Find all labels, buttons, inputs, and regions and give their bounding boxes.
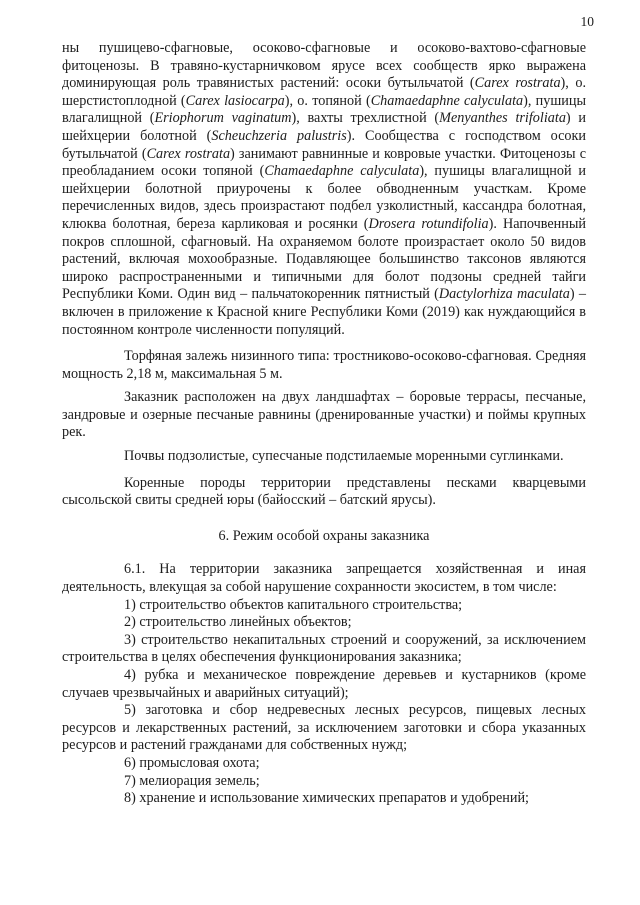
paragraph-soils: Почвы подзолистые, супесчаные подстилаемые моренными суглинками. — [124, 448, 564, 465]
paragraph-prohibitions: 6.1. На территории заказника запрещается хозяйственная и иная деятельность, влекущая за собой нарушение сохранности экосистем, в том числе: — [62, 561, 586, 596]
list-item: 5) заготовка и сбор недревесных лесных ресурсов, пищевых лесных ресурсов и лекарственных растений, за исключением заготовки и сбора указанных ресурсов и растений гражданами для собственных нужд; — [62, 702, 586, 754]
list-item: 6) промысловая охота; — [124, 754, 260, 771]
paragraph-vegetation: ны пушицево-сфагновые, осоково-сфагновые и осоково-вахтово-сфагновые фитоценозы. В травяно-кустарничковом ярусе всех сообществ ярко выражена доминирующая роль травянистых растений: осоки бутыльчатой (Carex rostrata), о. шерстистоплодной (Carex lasiocarpa), о. топяной (Chamaedaphne calyculata), пушицы влагалищной (Eriophorum vaginatum), вахты трехлистной (Menyanthes trifoliata) и шейхцерии болотной (Scheuchzeria palustris). Сообщества с господством осоки бутыльчатой (Carex rostrata) занимают равнинные и ковровые участки. Фитоценозы с преобладанием осоки топяной (Chamaedaphne calyculata), пушицы влагалищной и шейхцерии болотной приурочены к более обводненным участкам. Кроме перечисленных видов, здесь произрастают подбел узколистный, кассандра болотная, клюква болотная, береза карликовая и росянки (Drosera rotundifolia). Напочвенный покров сплошной, сфагновый. На охраняемом болоте произрастает около 50 видов растений, включая мохообразные. Подавляющее большинство таксонов являются широко распространенными и типичными для болот подзоны средней тайги Республики Коми. Один вид – пальчатокоренник пятнистый (Dactylorhiza maculata) – включен в приложение к Красной книге Республики Коми (2019) как нуждающийся в постоянном контроле численности популяций. — [62, 40, 587, 338]
list-item: 7) мелиорация земель; — [124, 772, 260, 789]
document-body — [62, 40, 586, 808]
paragraph-peat: Торфяная залежь низинного типа: тростниково-осоково-сфагновая. Средняя мощность 2,18 м, максимальная 5 м. — [62, 348, 586, 382]
list-item: 2) строительство линейных объектов; — [124, 614, 352, 631]
page-number: 10 — [580, 14, 594, 29]
list-item: 4) рубка и механическое повреждение деревьев и кустарников (кроме случаев чрезвычайных и аварийных ситуаций); — [62, 667, 586, 701]
section-heading: 6. Режим особой охраны заказника — [218, 527, 430, 544]
paragraph-bedrock: Коренные породы территории представлены песками кварцевыми сысольской свиты средней юры (байосский – батский ярусы). — [62, 474, 586, 509]
paragraph-landscape: Заказник расположен на двух ландшафтах – боровые террасы, песчаные, зандровые и озерные песчаные равнины (дренированные участки) и поймы крупных рек. — [62, 389, 586, 441]
list-item: 1) строительство объектов капитального строительства; — [124, 596, 463, 613]
list-item: 8) хранение и использование химических препаратов и удобрений; — [124, 790, 529, 807]
list-item: 3) строительство некапитальных строений и сооружений, за исключением строительства в целях обеспечения функционирования заказника; — [62, 631, 586, 666]
